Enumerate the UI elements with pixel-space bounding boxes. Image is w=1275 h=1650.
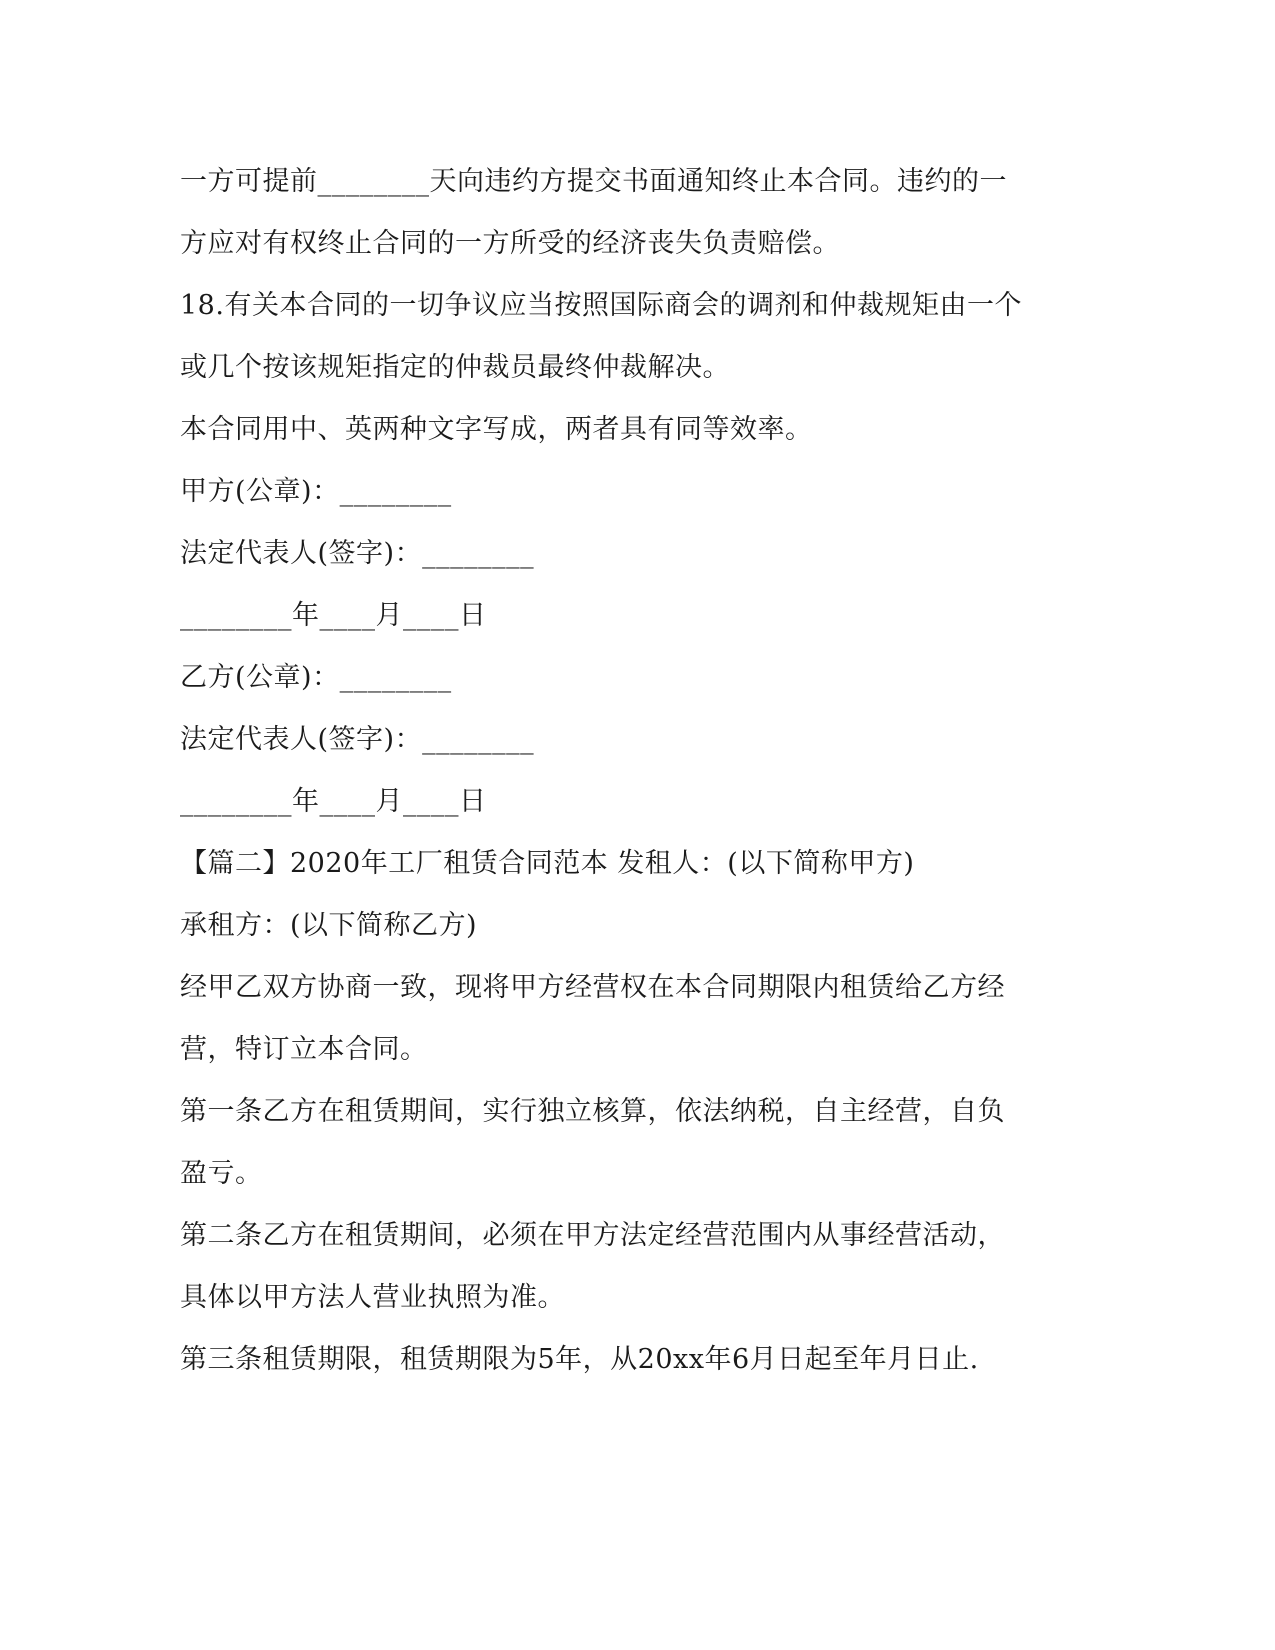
- text-line: 第二条乙方在租赁期间，必须在甲方法定经营范围内从事经营活动，: [180, 1220, 1005, 1251]
- signature-line: 乙方(公章)：________: [180, 662, 452, 693]
- text-line: 盈亏。: [180, 1158, 263, 1189]
- text-line: 方应对有权终止合同的一方所受的经济丧失负责赔偿。: [180, 228, 840, 259]
- document-body: [180, 156, 1040, 1396]
- text-line: 或几个按该规矩指定的仲裁员最终仲裁解决。: [180, 352, 730, 383]
- text-line: 具体以甲方法人营业执照为准。: [180, 1282, 565, 1313]
- text-line: 第一条乙方在租赁期间，实行独立核算，依法纳税，自主经营，自负: [180, 1096, 1005, 1127]
- date-line: ________年____月____日: [180, 786, 487, 817]
- text-line: 18.有关本合同的一切争议应当按照国际商会的调剂和仲裁规矩由一个: [180, 290, 1022, 321]
- text-line: 第三条租赁期限，租赁期限为5年，从20xx年6月日起至年月日止.: [180, 1344, 979, 1375]
- text-line: 本合同用中、英两种文字写成，两者具有同等效率。: [180, 414, 813, 445]
- date-line: ________年____月____日: [180, 600, 487, 631]
- text-line: 承租方：(以下简称乙方): [180, 910, 478, 941]
- section-heading: 【篇二】2020年工厂租赁合同范本 发租人：(以下简称甲方): [180, 848, 915, 879]
- signature-line: 法定代表人(签字)：________: [180, 538, 535, 569]
- text-line: 经甲乙双方协商一致，现将甲方经营权在本合同期限内租赁给乙方经: [180, 972, 1005, 1003]
- signature-line: 甲方(公章)：________: [180, 476, 452, 507]
- signature-line: 法定代表人(签字)：________: [180, 724, 535, 755]
- text-line: 营，特订立本合同。: [180, 1034, 428, 1065]
- text-line: 一方可提前________天向违约方提交书面通知终止本合同。违约的一: [180, 166, 1007, 197]
